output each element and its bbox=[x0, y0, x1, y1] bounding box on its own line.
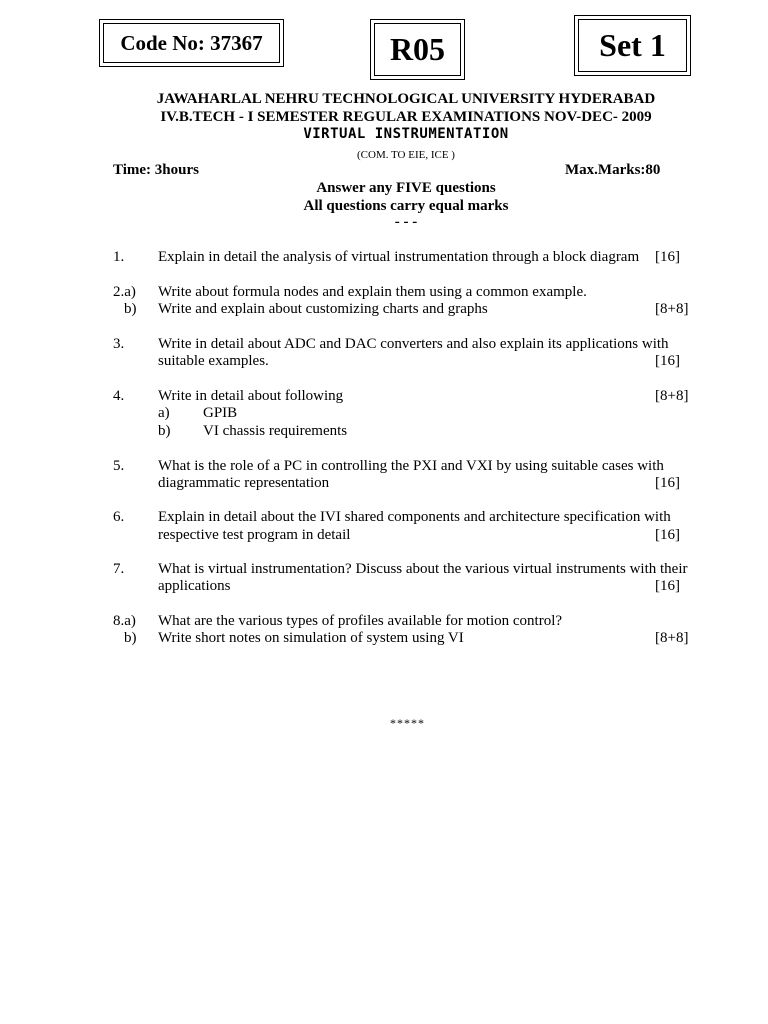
question-part-a: Write about formula nodes and explain them using a common example. bbox=[158, 284, 587, 300]
subpart-b-text: VI chassis requirements bbox=[203, 423, 348, 439]
question-part-b: Write short notes on simulation of system using VI bbox=[158, 630, 464, 646]
branch-info: (COM. TO EIE, ICE ) bbox=[357, 149, 455, 161]
code-number-box bbox=[99, 19, 284, 67]
max-marks: Max.Marks:80 bbox=[565, 162, 661, 178]
question-marks: [8+8] bbox=[655, 388, 689, 404]
question-number: 3. bbox=[113, 336, 125, 352]
regulation-code: R05 bbox=[389, 31, 446, 67]
question-text-line1: Explain in detail about the IVI shared components and architecture specification with bbox=[158, 509, 671, 525]
exam-title: IV.B.TECH - I SEMESTER REGULAR EXAMINATIONS NOV-DEC- 2009 bbox=[160, 109, 652, 125]
question-marks: [16] bbox=[655, 475, 680, 491]
question-text: Write in detail about following bbox=[158, 388, 344, 404]
question-text-line1: What is virtual instrumentation? Discuss about the various virtual instruments with their bbox=[158, 561, 688, 577]
subpart-a-label: a) bbox=[158, 405, 170, 421]
set-number: Set 1 bbox=[599, 27, 666, 63]
subpart-a-text: GPIB bbox=[203, 405, 238, 421]
question-text-line2: suitable examples. bbox=[158, 353, 269, 369]
question-marks: [16] bbox=[655, 249, 680, 265]
question-marks: [8+8] bbox=[655, 630, 689, 646]
question-number: 4. bbox=[113, 388, 125, 404]
question-marks: [16] bbox=[655, 527, 680, 543]
divider: - - - bbox=[394, 214, 418, 230]
set-box bbox=[574, 15, 691, 76]
question-number: 5. bbox=[113, 458, 125, 474]
question-number: 2.a) bbox=[113, 284, 136, 300]
code-number: Code No: 37367 bbox=[120, 30, 263, 55]
subject-title: VIRTUAL INSTRUMENTATION bbox=[303, 126, 509, 142]
part-b-label: b) bbox=[124, 301, 137, 317]
question-number: 1. bbox=[113, 249, 125, 265]
question-text-line2: diagrammatic representation bbox=[158, 475, 330, 491]
question-text-line2: respective test program in detail bbox=[158, 527, 351, 543]
question-text-line2: applications bbox=[158, 578, 231, 594]
question-marks: [16] bbox=[655, 353, 680, 369]
question-number: 7. bbox=[113, 561, 125, 577]
time-allowed: Time: 3hours bbox=[113, 162, 199, 178]
question-text-line1: What is the role of a PC in controlling the PXI and VXI by using suitable cases with bbox=[158, 458, 664, 474]
question-marks: [16] bbox=[655, 578, 680, 594]
subpart-b-label: b) bbox=[158, 423, 171, 439]
question-text-line1: Write in detail about ADC and DAC converters and also explain its applications with bbox=[158, 336, 669, 352]
instruction-equal-marks: All questions carry equal marks bbox=[303, 198, 509, 214]
question-marks: [8+8] bbox=[655, 301, 689, 317]
question-number: 8.a) bbox=[113, 613, 136, 629]
instruction-answer-five: Answer any FIVE questions bbox=[316, 180, 496, 196]
question-number: 6. bbox=[113, 509, 125, 525]
question-part-b: Write and explain about customizing charts and graphs bbox=[158, 301, 488, 317]
university-name: JAWAHARLAL NEHRU TECHNOLOGICAL UNIVERSITY HYDERABAD bbox=[156, 91, 656, 107]
question-text: Explain in detail the analysis of virtual instrumentation through a block diagram bbox=[158, 249, 640, 265]
question-part-a: What are the various types of profiles available for motion control? bbox=[158, 613, 563, 629]
regulation-box bbox=[370, 19, 465, 80]
part-b-label: b) bbox=[124, 630, 137, 646]
end-marker: ***** bbox=[390, 716, 425, 730]
